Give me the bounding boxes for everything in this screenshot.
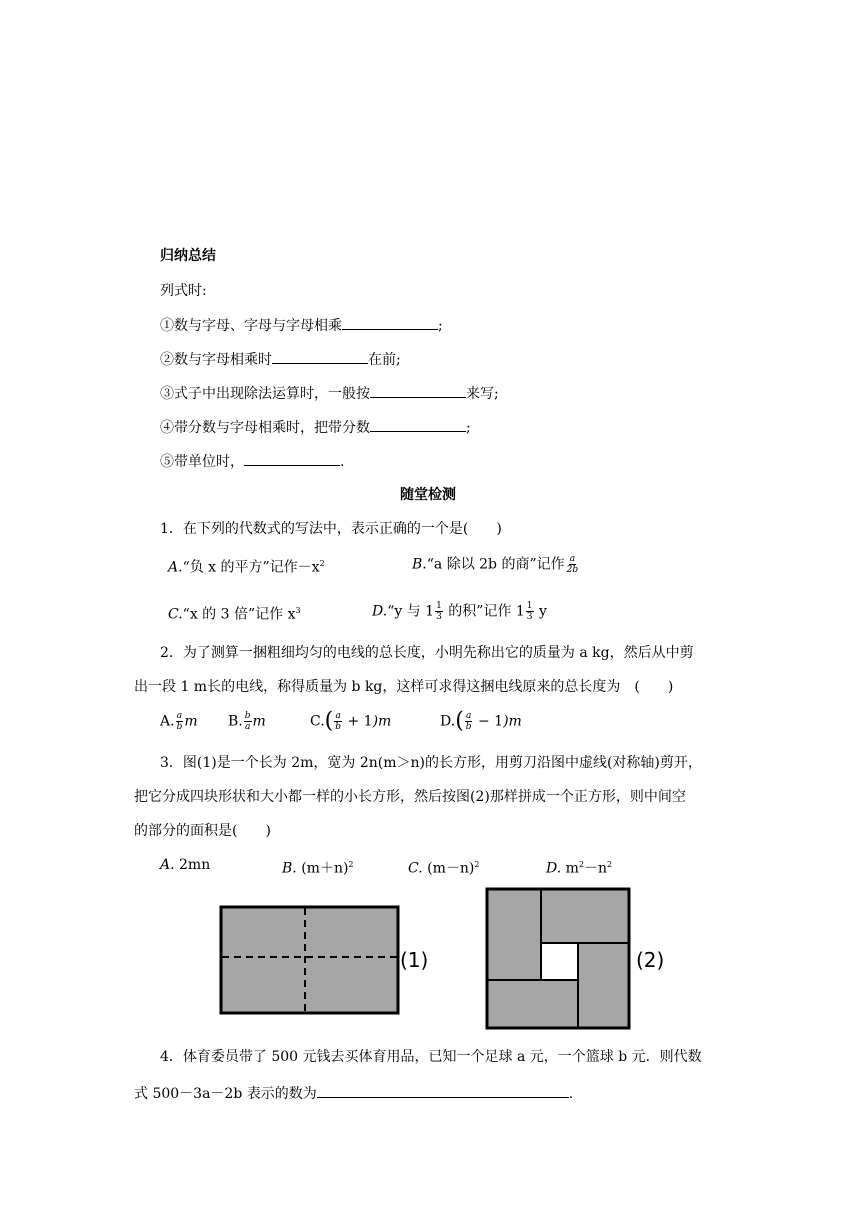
summary-intro: 列式时: [160,283,207,299]
question-text: 式 500－3a－2b 表示的数为 [134,1086,317,1102]
summary-heading: 归纳总结 [160,248,216,264]
q2-option-a [160,711,198,732]
option-text: (m－n) [427,860,475,877]
option-label: D. [372,603,388,620]
option-text: “x 的 3 倍”记作 x [182,606,296,623]
fraction [435,601,443,622]
fraction-numerator: a [569,554,576,564]
option-text: “a 除以 2b 的商”记作 [426,556,565,573]
fraction-denominator: b [465,722,472,732]
q2-option-c [310,708,392,734]
q2-option-b [228,711,266,732]
fraction-numerator: 1 [526,601,533,611]
fraction-numerator: a [465,711,472,721]
option-text: “y 与 1 [387,603,435,620]
q2-line-1: 2．为了测算一捆粗细均匀的电线的总长度，小明先称出它的质量为 a kg，然后从中剪 [160,645,694,661]
answer-blank[interactable] [370,417,466,432]
answer-blank[interactable] [244,451,340,466]
option-label: C. [408,860,423,877]
q1-option-a [168,554,325,578]
option-label: C. [310,713,325,730]
option-unit: )m [503,713,522,730]
option-text: －n [584,860,608,877]
option-label: A. [160,713,175,730]
answer-blank[interactable] [272,349,368,364]
option-unit: m [184,713,198,730]
q2-line-2: 出一段 1 m长的电线，称得质量为 b kg，这样可求得这捆电线原来的总长度为 ( ) [134,679,674,695]
fraction-numerator: 1 [436,601,442,611]
q2-option-d [440,708,522,734]
option-unit: )m [372,713,392,730]
summary-item-3 [160,383,499,404]
q4-line-2 [134,1083,573,1104]
option-label: A. [160,857,175,873]
option-label: C. [168,606,183,623]
option-text: 2mn [179,857,211,873]
q3-option-a [160,855,210,875]
summary-item-5 [160,451,344,472]
option-text: 的积”记作 1 [443,603,525,620]
answer-blank[interactable] [370,383,466,398]
fraction [244,711,252,732]
fraction [176,711,184,732]
figure-2-square [484,886,634,1032]
large-rectangle [221,907,398,1013]
option-label: B. [412,556,427,573]
fraction-denominator: 2b [566,565,579,575]
summary-item-text: ⑤带单位时， [160,454,244,470]
option-op: + 1 [343,713,373,730]
q1-option-b [412,554,580,575]
option-text: (m＋n) [301,860,349,877]
q1-stem: 1．在下列的代数式的写法中，表示正确的一个是( ) [160,521,502,537]
summary-item-suffix: . [340,454,345,470]
superscript: 2 [319,559,325,568]
q3-option-b [282,855,354,879]
q3-option-d [546,855,612,879]
superscript: 2 [348,860,354,869]
superscript: 2 [607,860,613,869]
figure-2-label: (2) [636,948,665,972]
paren: ( [455,708,464,734]
summary-item-1 [160,315,443,336]
fraction-numerator: a [335,711,341,721]
superscript: 2 [474,860,480,869]
fraction-denominator: a [244,722,251,732]
summary-item-text: ③式子中出现除法运算时，一般按 [160,386,370,402]
q3-line-2: 把它分成四块形状和大小都一样的小长方形，然后按图(2)那样拼成一个正方形，则中间空 [134,789,686,805]
q3-line-3: 的部分的面积是( ) [134,823,271,839]
summary-item-suffix: ; [466,420,471,436]
question-suffix: . [568,1086,574,1102]
q1-option-c [168,601,301,625]
summary-item-2 [160,349,401,370]
superscript: 3 [295,606,301,615]
fraction [526,601,534,622]
summary-item-suffix: ; [438,318,443,334]
option-label: D. [546,860,562,877]
q1-option-d [372,601,547,622]
summary-item-4 [160,417,471,438]
fraction-denominator: b [176,722,183,732]
summary-item-suffix: 在前; [368,352,401,368]
superscript: 2 [578,860,585,869]
option-label: D. [440,713,456,730]
fraction-denominator: b [335,722,342,732]
fraction [334,711,342,732]
option-label: A. [168,559,183,576]
summary-item-text: ④带分数与字母相乘时，把带分数 [160,420,370,436]
figure-1-label: (1) [400,948,429,972]
option-unit: m [252,713,266,730]
summary-item-text: ②数与字母相乘时 [160,352,272,368]
q4-line-1: 4．体育委员带了 500 元钱去买体育用品，已知一个足球 a 元，一个篮球 b 元．则代数 [160,1049,702,1065]
q3-line-1: 3．图(1)是一个长为 2m，宽为 2n(m＞n)的长方形，用剪刀沿图中虚线(对称轴)剪开， [160,755,702,771]
center-hole [541,943,578,980]
option-text: y [534,603,547,620]
fraction [566,554,580,575]
fraction-numerator: a [176,711,183,721]
check-heading: 随堂检测 [400,487,456,503]
q3-option-c [408,855,479,879]
answer-blank[interactable] [342,315,438,330]
option-op: − 1 [473,713,504,730]
option-label: B. [228,713,243,730]
fraction [465,711,473,732]
option-text: m [565,860,579,877]
answer-blank[interactable] [317,1083,569,1098]
fraction-denominator: 3 [526,612,533,622]
option-label: B. [282,860,297,877]
fraction-numerator: b [244,711,251,721]
option-text: “负 x 的平方”记作－x [182,559,320,576]
fraction-denominator: 3 [436,612,442,622]
paren: ( [324,708,334,734]
summary-item-text: ①数与字母、字母与字母相乘 [160,318,342,334]
summary-item-suffix: 来写; [466,386,499,402]
